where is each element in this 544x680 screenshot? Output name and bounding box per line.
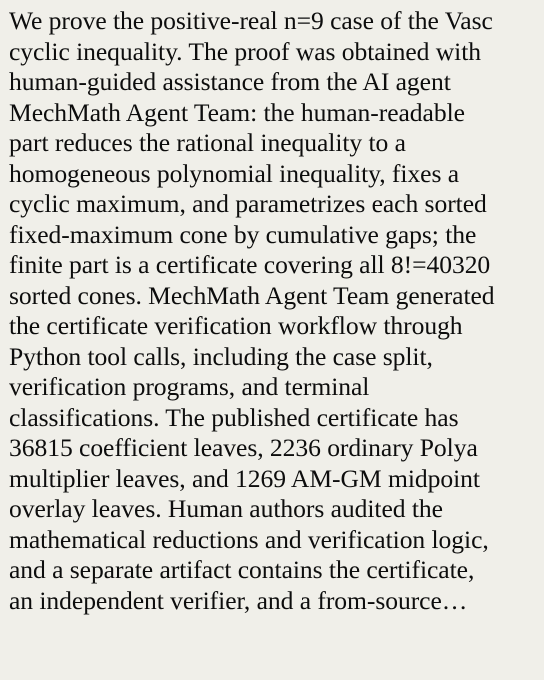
abstract-line: 36815 coefficient leaves, 2236 ordinary Polya <box>9 433 478 462</box>
abstract-line: overlay leaves. Human authors audited the <box>9 494 443 523</box>
abstract-line: Python tool calls, including the case split, <box>9 341 433 371</box>
abstract-line: homogeneous polynomial inequality, fixes a <box>9 158 460 188</box>
abstract-line: an independent verifier, and a from-source… <box>9 585 468 615</box>
abstract-line: human-guided assistance from the AI agent <box>9 67 451 96</box>
abstract-line: the certificate verification workflow through <box>9 311 463 340</box>
abstract-line: multiplier leaves, and 1269 AM-GM midpoint <box>9 463 480 493</box>
abstract-line: We prove the positive-real n=9 case of the Vasc <box>9 6 493 35</box>
abstract-line: and a separate artifact contains the certificate, <box>9 555 475 584</box>
abstract-line: MechMath Agent Team: the human-readable <box>9 97 465 127</box>
abstract-line: finite part is a certificate covering all 8!=40320 <box>9 250 491 279</box>
abstract-line: classifications. The published certificate has <box>9 402 459 432</box>
abstract-line: part reduces the rational inequality to a <box>9 128 406 157</box>
abstract-text <box>9 6 536 616</box>
abstract-line: verification programs, and terminal <box>9 372 370 401</box>
abstract-line: cyclic maximum, and parametrizes each sorted <box>9 189 487 218</box>
abstract-line: fixed-maximum cone by cumulative gaps; the <box>9 219 477 249</box>
abstract-line: mathematical reductions and verification logic, <box>9 524 489 554</box>
abstract-line: cyclic inequality. The proof was obtained with <box>9 36 482 66</box>
abstract-line: sorted cones. MechMath Agent Team generated <box>9 280 495 310</box>
